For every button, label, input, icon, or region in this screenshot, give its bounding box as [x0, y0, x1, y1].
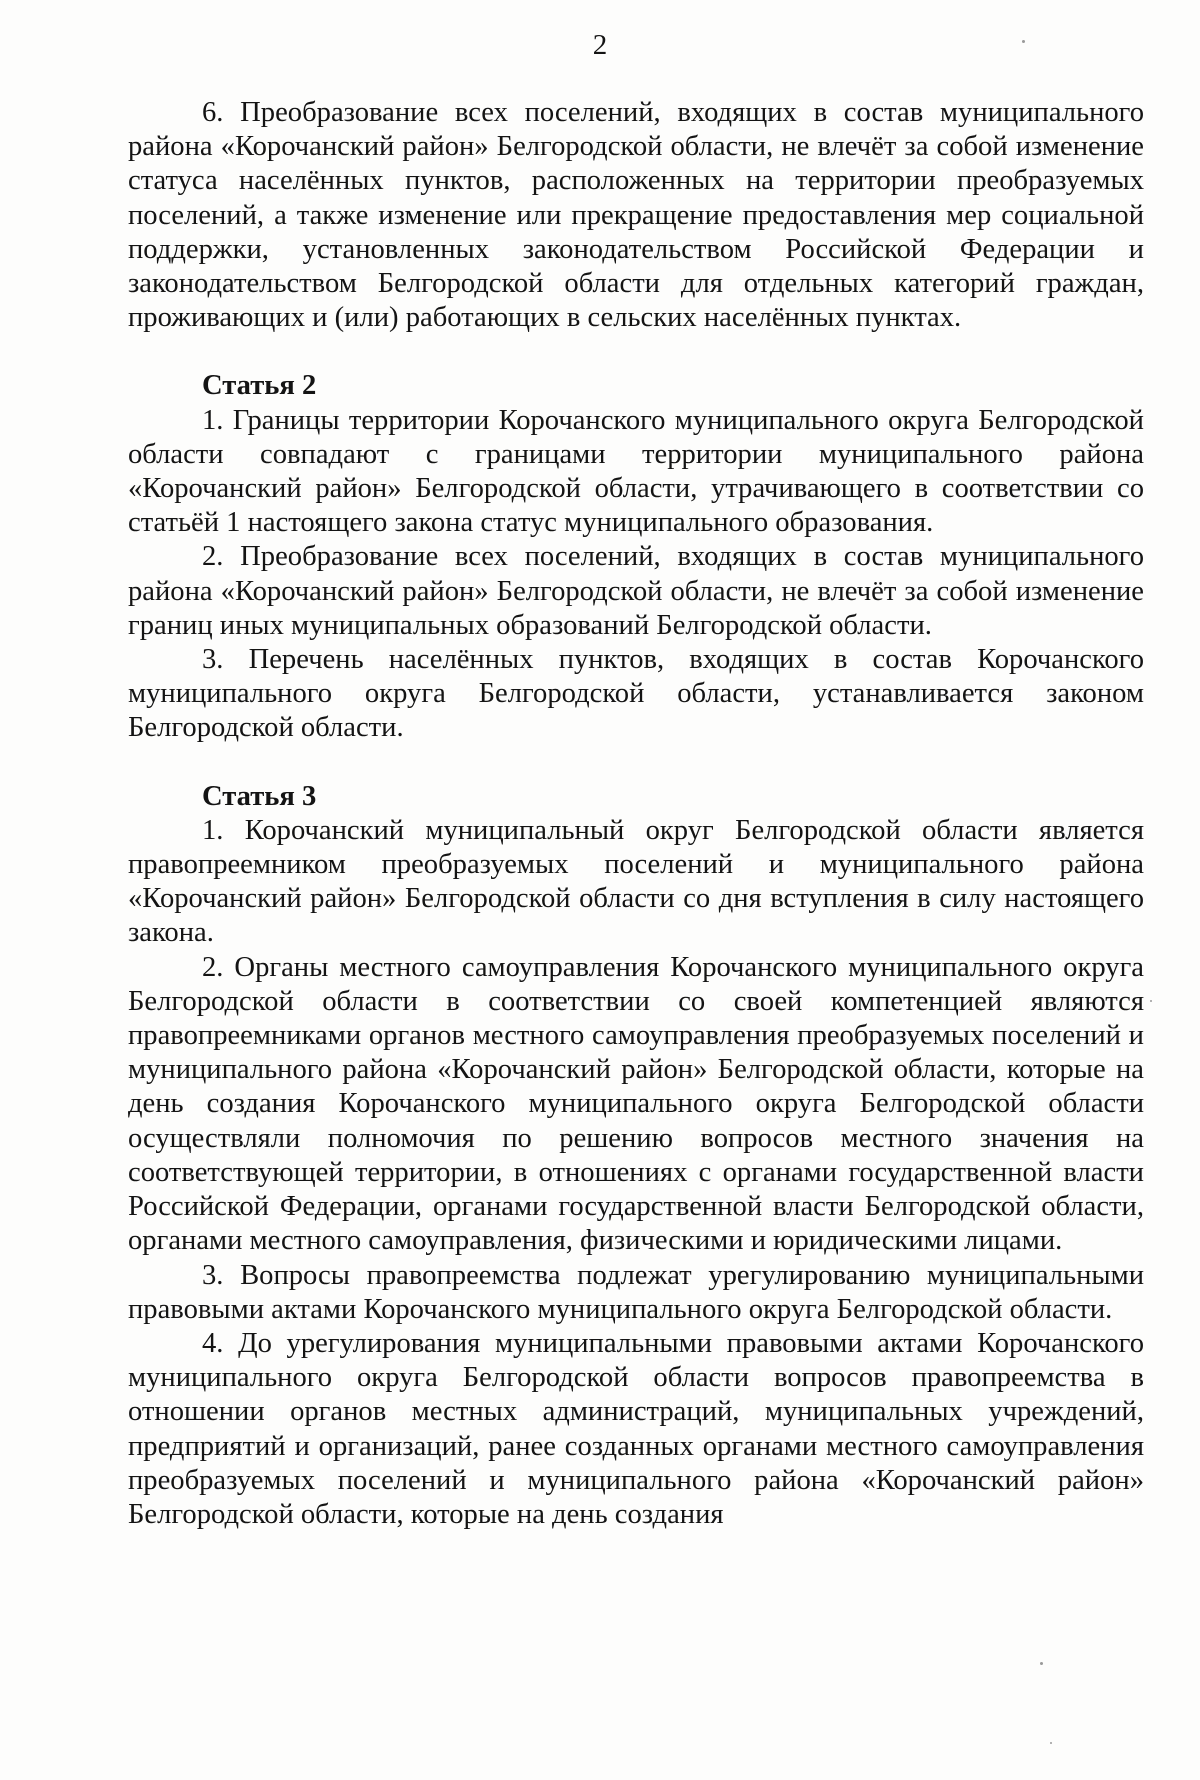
scan-speck: [1050, 1742, 1052, 1744]
scan-speck: [1022, 40, 1025, 43]
paragraph-article3-item4: 4. До урегулирования муниципальными правовыми актами Корочанского муниципального округа Белгородской области вопросов правопреемства в отношении органов местных администраций, муниципальных учреждений, предприятий и организаций, ранее созданных органами местного самоуправления преобразуемых поселений и муниципального района «Корочанский район» Белгородской области, которые на день создания: [128, 1327, 1144, 1530]
paragraph-article3-item3: 3. Вопросы правопреемства подлежат урегулированию муниципальными правовыми актами Корочанского муниципального округа Белгородской области.: [128, 1259, 1144, 1325]
scan-speck: [1040, 1662, 1043, 1665]
document-body: [128, 96, 1144, 1532]
paragraph-article2-item3: 3. Перечень населённых пунктов, входящих в состав Корочанского муниципального округа Белгородской области, устанавливается законом Белгородской области.: [128, 644, 1144, 744]
article-heading-2: Статья 2: [202, 370, 317, 402]
scan-speck: [1150, 1000, 1152, 1002]
paragraph-article2-item1: 1. Границы территории Корочанского муниципального округа Белгородской области совпадают с границами территории муниципального района «Корочанский район» Белгородской области, утрачивающего в соответствии со статьёй 1 настоящего закона статус муниципального образования.: [128, 404, 1144, 539]
paragraph-article2-item2: 2. Преобразование всех поселений, входящих в состав муниципального района «Корочанский район» Белгородской области, не влечёт за собой изменение границ иных муниципальных образований Белгородской области.: [128, 541, 1144, 641]
paragraph-article3-item1: 1. Корочанский муниципальный округ Белгородской области является правопреемником преобразуемых поселений и муниципального района «Корочанский район» Белгородской области со дня вступления в силу настоящего закона.: [128, 814, 1144, 949]
page-number: 2: [592, 29, 608, 61]
article-heading-3: Статья 3: [202, 780, 317, 812]
paragraph-article3-item2: 2. Органы местного самоуправления Корочанского муниципального округа Белгородской области в соответствии со своей компетенцией являются правопреемниками органов местного самоуправления преобразуемых поселений и муниципального района «Корочанский район» Белгородской области, которые на день создания Корочанского муниципального округа Белгородской области осуществляли полномочия по решению вопросов местного значения на соответствующей территории, в отношениях с органами государственной власти Российской Федерации, органами государственной власти Белгородской области, органами местного самоуправления, физическими и юридическими лицами.: [128, 951, 1144, 1257]
paragraph-article1-item6: 6. Преобразование всех поселений, входящих в состав муниципального района «Корочанский район» Белгородской области, не влечёт за собой изменение статуса населённых пунктов, расположенных на территории преобразуемых поселений, а также изменение или прекращение предоставления мер социальной поддержки, установленных законодательством Российской Федерации и законодательством Белгородской области для отдельных категорий граждан, проживающих и (или) работающих в сельских населённых пунктах.: [128, 97, 1144, 334]
